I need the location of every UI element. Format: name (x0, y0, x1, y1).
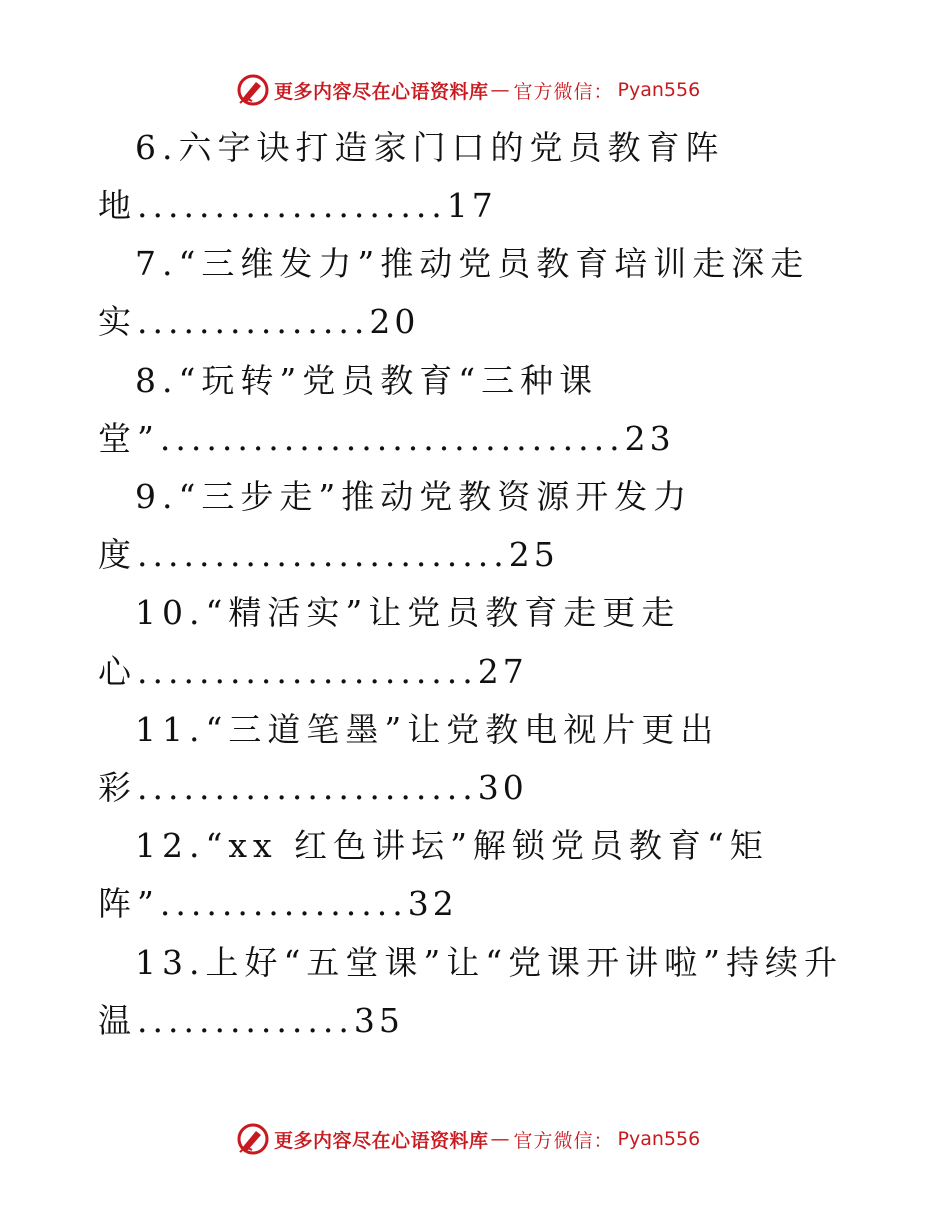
toc-entry-continuation[interactable] (98, 768, 528, 808)
toc-entry-continuation[interactable] (98, 535, 559, 575)
toc-entry-title[interactable]: 12.“xx 红色讲坛”解锁党员教育“矩 (135, 826, 769, 865)
toc-page-number: 32 (407, 884, 458, 923)
toc-leader-dots: .................... (137, 186, 447, 225)
toc-leader-dots: ...................... (137, 768, 478, 807)
toc-entry-continuation[interactable] (98, 419, 675, 459)
toc-leader-dots: .............. (137, 1001, 354, 1040)
toc-entry-tail: 地 (98, 186, 137, 225)
toc-entry-title[interactable]: 9.“三步走”推动党教资源开发力 (135, 477, 693, 516)
toc-leader-dots: .............................. (159, 419, 625, 458)
toc-entry-tail: 彩 (98, 768, 137, 807)
toc-page-number: 20 (369, 302, 420, 341)
watermark-separator: — (490, 1128, 510, 1150)
toc-entry-tail: 阵” (98, 884, 160, 923)
toc-entry-tail: 堂” (98, 419, 160, 458)
toc-page-number: 30 (477, 768, 528, 807)
toc-entry-title[interactable]: 6.六字诀打造家门口的党员教育阵 (135, 128, 725, 167)
toc-entry-title[interactable]: 10.“精活实”让党员教育走更走 (135, 593, 681, 632)
toc-leader-dots: ............... (137, 302, 370, 341)
toc-entry-tail: 温 (98, 1001, 137, 1040)
toc-page-number: 17 (446, 186, 497, 225)
toc-page-number: 27 (477, 652, 528, 691)
toc-entry-title[interactable]: 8.“玩转”党员教育“三种课 (135, 361, 599, 400)
toc-entry-title[interactable]: 13.上好“五堂课”让“党课开讲啦”持续升 (135, 943, 843, 982)
toc-leader-dots: ...................... (137, 652, 478, 691)
toc-entry-continuation[interactable] (98, 652, 528, 692)
toc-entry-title[interactable]: 11.“三道笔墨”让党教电视片更出 (135, 710, 720, 749)
watermark-main-text: 更多内容尽在心语资料库 (274, 80, 489, 103)
toc-page-number: 35 (353, 1001, 404, 1040)
watermark-main-text: 更多内容尽在心语资料库 (274, 1129, 489, 1152)
toc-entry-continuation[interactable] (98, 186, 497, 226)
toc-entry-tail: 度 (98, 535, 137, 574)
toc-page-number: 23 (624, 419, 675, 458)
watermark-wechat-id: Pyan556 (617, 1128, 701, 1150)
toc-entry-continuation[interactable] (98, 302, 419, 342)
pen-seal-logo-icon (236, 1122, 270, 1156)
watermark-wechat-id: Pyan556 (617, 79, 701, 101)
toc-entry-tail: 心 (98, 652, 137, 691)
toc-entry-tail: 实 (98, 302, 137, 341)
toc-entry-title[interactable]: 7.“三维发力”推动党员教育培训走深走 (135, 244, 810, 283)
watermark-wechat-label: 官方微信： (513, 80, 614, 103)
watermark-wechat-label: 官方微信： (513, 1129, 614, 1152)
toc-leader-dots: ........................ (137, 535, 509, 574)
toc-leader-dots: ................ (159, 884, 408, 923)
toc-entry-continuation[interactable] (98, 1001, 404, 1041)
watermark-separator: — (490, 79, 510, 101)
toc-entry-continuation[interactable] (98, 884, 458, 924)
watermark-banner-bottom (236, 1121, 700, 1157)
toc-page-number: 25 (508, 535, 559, 574)
